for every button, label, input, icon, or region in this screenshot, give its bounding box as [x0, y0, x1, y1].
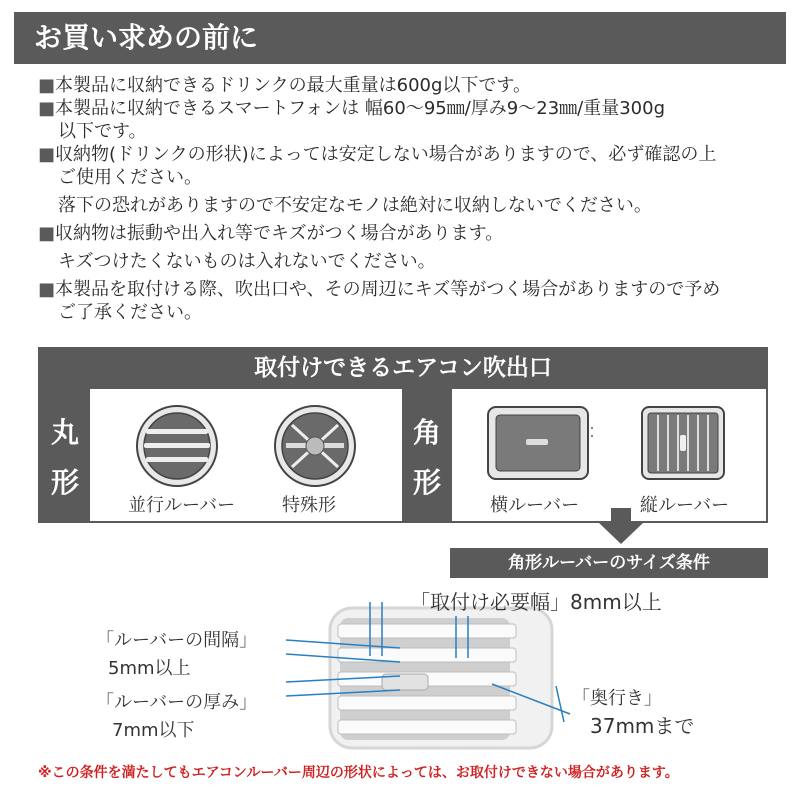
- square-badge: 角 形: [402, 389, 452, 521]
- size-conditions-title: 角形ルーバーのサイズ条件: [450, 548, 768, 578]
- parallel-louver-label: 並行ルーバー: [128, 495, 236, 516]
- special-louver-icon: [272, 403, 358, 489]
- note-line: ■本製品に収納できるスマートフォンは 幅60～95㎜/厚み9～23㎜/重量300g: [38, 98, 666, 119]
- section-header: お買い求めの前に: [14, 12, 786, 64]
- note-line: ■収納物は振動や出入れ等でキズがつく場合があります。: [38, 223, 504, 244]
- note-line: 以下です。: [58, 121, 147, 142]
- note-line: ■本製品に収納できるドリンクの最大重量は600g以下です。: [38, 75, 531, 96]
- horizontal-louver-label: 横ルーバー: [490, 495, 580, 516]
- vent-section-title: 取付けできるエアコン吹出口: [38, 347, 768, 389]
- gap-value: 5mm以上: [108, 658, 191, 679]
- down-arrow-icon: [596, 508, 646, 544]
- note-line: ■本製品を取付ける際、吹出口や、その周辺にキズ等がつく場合がありますので予め: [38, 279, 721, 300]
- thickness-label: 「ルーバーの厚み」: [96, 692, 258, 713]
- horizontal-louver-icon: [486, 405, 594, 481]
- thickness-value: 7mm以下: [112, 720, 195, 741]
- note-line: 落下の恐れがありますので不安定なモノは絶対に収納しないでください。: [58, 195, 652, 216]
- depth-value: 37mmまで: [590, 714, 695, 738]
- special-louver-label: 特殊形: [282, 495, 336, 516]
- depth-label: 「奥行き」: [572, 688, 662, 709]
- louver-diagram: [260, 596, 600, 756]
- note-line: ご使用ください。: [58, 167, 202, 188]
- note-line: キズつけたくないものは入れないでください。: [58, 251, 436, 272]
- gap-label: 「ルーバーの間隔」: [96, 630, 258, 651]
- round-badge: 丸 形: [40, 389, 90, 521]
- footnote: ※この条件を満たしてもエアコンルーバー周辺の形状によっては、お取付けできない場合があります。: [38, 765, 679, 781]
- vertical-louver-icon: [640, 405, 726, 481]
- note-line: ご了承ください。: [58, 302, 202, 323]
- required-width-label: 「取付け必要幅」8mm以上: [410, 590, 662, 614]
- vent-types-panel: [38, 389, 768, 523]
- notes-list: [38, 74, 778, 324]
- note-line: ■収納物(ドリンクの形状)によっては安定しない場合がありますので、必ず確認の上: [38, 144, 717, 165]
- vertical-louver-label: 縦ルーバー: [640, 495, 730, 516]
- parallel-louver-icon: [134, 403, 220, 489]
